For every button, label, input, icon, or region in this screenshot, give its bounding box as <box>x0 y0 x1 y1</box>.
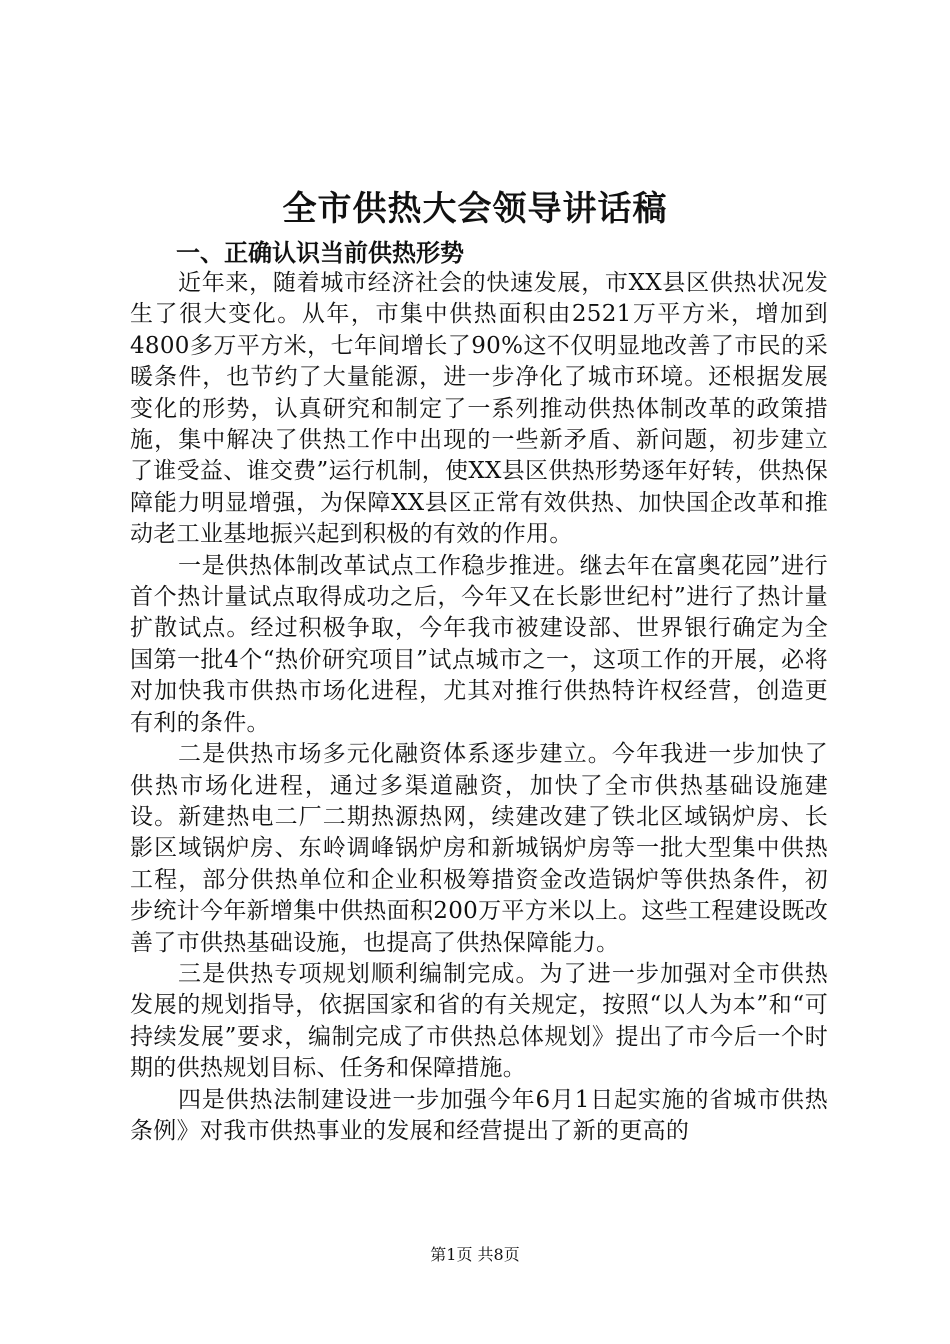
page-number-footer: 第1页 共8页 <box>430 1245 520 1264</box>
document-title: 全市供热大会领导讲话稿 <box>282 189 668 229</box>
paragraph-point-one: 一是供热体制改革试点工作稳步推进。继去年在富奥花园”进行首个热计量试点取得成功之后，今年又在长影世纪村”进行了热计量扩散试点。经过积极争取，今年我市被建设部、世界银行确定为全国第一批4个“热价研究项目”试点城市之一，这项工作的开展，必将对加快我市供热市场化进程，尤其对推行供热特许权经营，创造更有利的条件。 <box>130 552 828 736</box>
section-heading: 一、正确认识当前供热形势 <box>176 239 464 267</box>
paragraph-point-four: 四是供热法制建设进一步加强今年6月1日起实施的省城市供热条例》对我市供热事业的发展和经营提出了新的更高的 <box>130 1086 828 1144</box>
document-body <box>130 268 828 1147</box>
paragraph-point-three: 三是供热专项规划顺利编制完成。为了进一步加强对全市供热发展的规划指导，依据国家和省的有关规定，按照“以人为本”和“可持续发展”要求，编制完成了市供热总体规划》提出了市今后一个时期的供热规划目标、任务和保障措施。 <box>130 960 828 1082</box>
paragraph-point-two: 二是供热市场多元化融资体系逐步建立。今年我进一步加快了供热市场化进程，通过多渠道融资，加快了全市供热基础设施建设。新建热电二厂二期热源热网，续建改建了铁北区域锅炉房、长影区域锅炉房、东岭调峰锅炉房和新城锅炉房等一批大型集中供热工程，部分供热单位和企业积极筹措资金改造锅炉等供热条件，初步统计今年新增集中供热面积200万平方米以上。这些工程建设既改善了市供热基础设施，也提高了供热保障能力。 <box>130 741 828 956</box>
paragraph-overview: 近年来，随着城市经济社会的快速发展，市XX县区供热状况发生了很大变化。从年，市集中供热面积由2521万平方米，增加到4800多万平方米，七年间增长了90%这不仅明显地改善了市民的采暖条件，也节约了大量能源，进一步净化了城市环境。还根据发展变化的形势，认真研究和制定了一系列推动供热体制改革的政策措施，集中解决了供热工作中出现的一些新矛盾、新问题，初步建立了谁受益、谁交费”运行机制，使XX县区供热形势逐年好转，供热保障能力明显增强，为保障XX县区正常有效供热、加快国企改革和推动老工业基地振兴起到积极的有效的作用。 <box>130 270 828 548</box>
